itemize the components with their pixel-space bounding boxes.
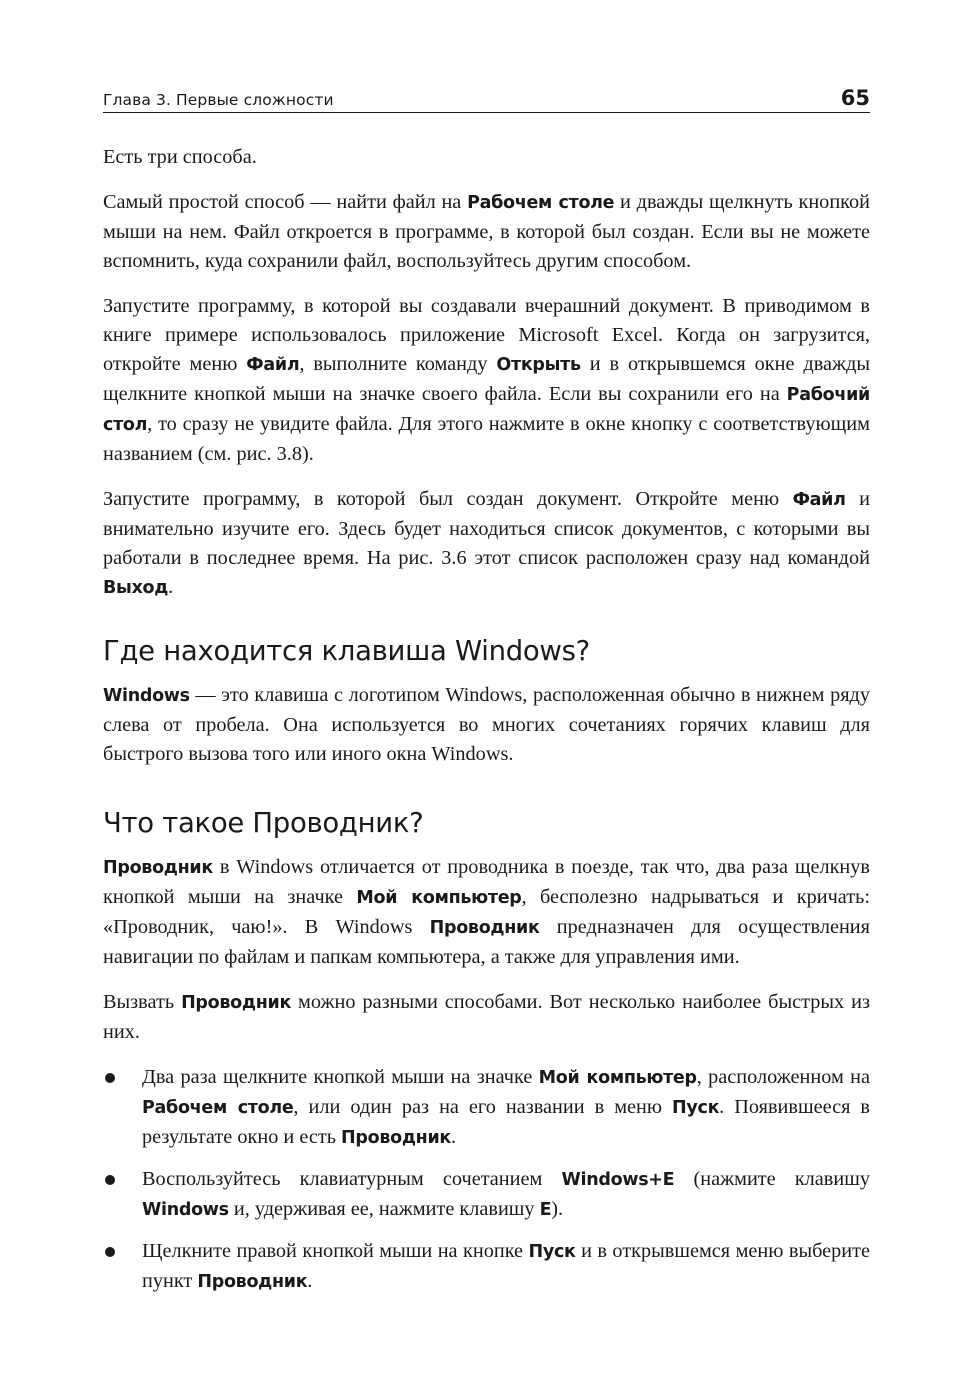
text-run: можно разными способами. Вот несколько наиболее быстрых из них. bbox=[103, 991, 870, 1043]
bold-term: Рабочий стол bbox=[103, 385, 870, 435]
text-run: , бесполезно надрываться и кричать: «Проводник, чаю!». В Windows bbox=[103, 886, 870, 938]
chapter-title: Глава 3. Первые сложности bbox=[103, 91, 334, 109]
bold-term: Windows+E bbox=[561, 1170, 675, 1190]
text-run: . bbox=[168, 576, 174, 598]
text-run: и дважды щелкнуть кнопкой мыши на нем. Файл откроется в программе, в которой был создан. Если вы не можете вспомнить, куда сохранили файл, воспользуйтесь другим способом. bbox=[103, 191, 870, 272]
bold-term: Открыть bbox=[496, 355, 581, 375]
text-run: предназначен для осуществления навигации по файлам и папкам компьютера, а также для управления ими. bbox=[103, 916, 870, 968]
bold-term: Проводник bbox=[181, 993, 292, 1013]
bold-term: Проводник bbox=[197, 1272, 308, 1292]
section-heading-windows-key: Где находится клавиша Windows? bbox=[103, 635, 590, 667]
bold-term: Рабочем столе bbox=[467, 193, 615, 213]
bold-term: Рабочем столе bbox=[142, 1098, 294, 1118]
text-run: Вызвать bbox=[103, 991, 182, 1013]
text-run: в Windows отличается от проводника в поезде, так что, два раза щелкнув кнопкой мыши на значке bbox=[103, 856, 870, 908]
paragraph-explorer-ways bbox=[103, 988, 870, 1047]
bold-term: Пуск bbox=[528, 1242, 576, 1262]
text-run: и, удерживая ее, нажмите клавишу bbox=[228, 1198, 540, 1220]
text-run: (нажмите клавишу bbox=[674, 1168, 870, 1190]
text-run: Запустите программу, в которой был создан документ. Откройте меню bbox=[103, 488, 793, 510]
bold-term: Пуск bbox=[672, 1098, 720, 1118]
text-run: , или один раз на его названии в меню bbox=[293, 1096, 673, 1118]
bullet-dot-icon bbox=[105, 1247, 115, 1257]
bullet-dot-icon bbox=[105, 1175, 115, 1185]
paragraph-intro: Есть три способа. bbox=[103, 146, 257, 168]
page-number: 65 bbox=[840, 86, 870, 110]
paragraph-method-open bbox=[103, 292, 870, 469]
bullet-list bbox=[103, 1063, 870, 1297]
bold-term: Проводник bbox=[429, 918, 540, 938]
bold-term: Windows bbox=[142, 1200, 229, 1220]
paragraph-windows-key bbox=[103, 681, 870, 769]
text-run: Воспользуйтесь клавиатурным сочетанием bbox=[142, 1168, 562, 1190]
bold-term: Проводник bbox=[103, 858, 213, 878]
bold-term: Мой компьютер bbox=[356, 888, 522, 908]
running-header bbox=[103, 88, 870, 113]
text-run: , выполните команду bbox=[299, 353, 497, 375]
text-run: , расположенном на bbox=[696, 1066, 870, 1088]
list-item bbox=[103, 1063, 870, 1153]
text-run: , то сразу не увидите файла. Для этого нажмите в окне кнопку с соответствующим названием (см. рис. 3.8). bbox=[103, 413, 870, 465]
text-run: — это клавиша с логотипом Windows, расположенная обычно в нижнем ряду слева от пробела. Она используется во многих сочетаниях горячих клавиш для быстрого вызова того или иного окна Windows. bbox=[103, 684, 870, 765]
section-heading-explorer: Что такое Проводник? bbox=[103, 807, 424, 839]
text-run: и в открывшемся окне дважды щелкните кнопкой мыши на значке своего файла. Если вы сохранили его на bbox=[103, 353, 871, 405]
paragraph-method-recent bbox=[103, 485, 870, 603]
text-run: и внимательно изучите его. Здесь будет находиться список документов, с которыми вы работали в последнее время. На рис. 3.6 этот список расположен сразу над командой bbox=[103, 488, 870, 569]
text-run: Два раза щелкните кнопкой мыши на значке bbox=[142, 1066, 539, 1088]
bold-term: Выход bbox=[103, 578, 169, 598]
text-run: . bbox=[451, 1126, 457, 1148]
text-run: . bbox=[307, 1270, 313, 1292]
bullet-dot-icon bbox=[105, 1073, 115, 1083]
paragraph-explorer-intro bbox=[103, 853, 870, 972]
text-run: Запустите программу, в которой вы создавали вчерашний документ. В приводимом в книге примере использовалось приложение Microsoft Excel. Когда он загрузится, откройте меню bbox=[103, 295, 870, 375]
list-item bbox=[103, 1237, 870, 1297]
text-run: . Появившееся в результате окно и есть bbox=[142, 1096, 870, 1148]
book-page bbox=[103, 88, 870, 1309]
text-run: и в открывшемся меню выберите пункт bbox=[142, 1240, 870, 1292]
text-run: ). bbox=[551, 1198, 564, 1220]
bold-term: Windows bbox=[103, 686, 190, 706]
bold-term: Мой компьютер bbox=[538, 1068, 697, 1088]
text-run: Щелкните правой кнопкой мыши на кнопке bbox=[142, 1240, 529, 1262]
bold-term: Файл bbox=[246, 355, 300, 375]
bold-term: E bbox=[539, 1200, 552, 1220]
list-item bbox=[103, 1165, 870, 1225]
bold-term: Файл bbox=[792, 490, 846, 510]
text-run: Самый простой способ — найти файл на bbox=[103, 191, 468, 213]
bold-term: Проводник bbox=[341, 1128, 451, 1148]
paragraph-method-desktop bbox=[103, 188, 870, 276]
